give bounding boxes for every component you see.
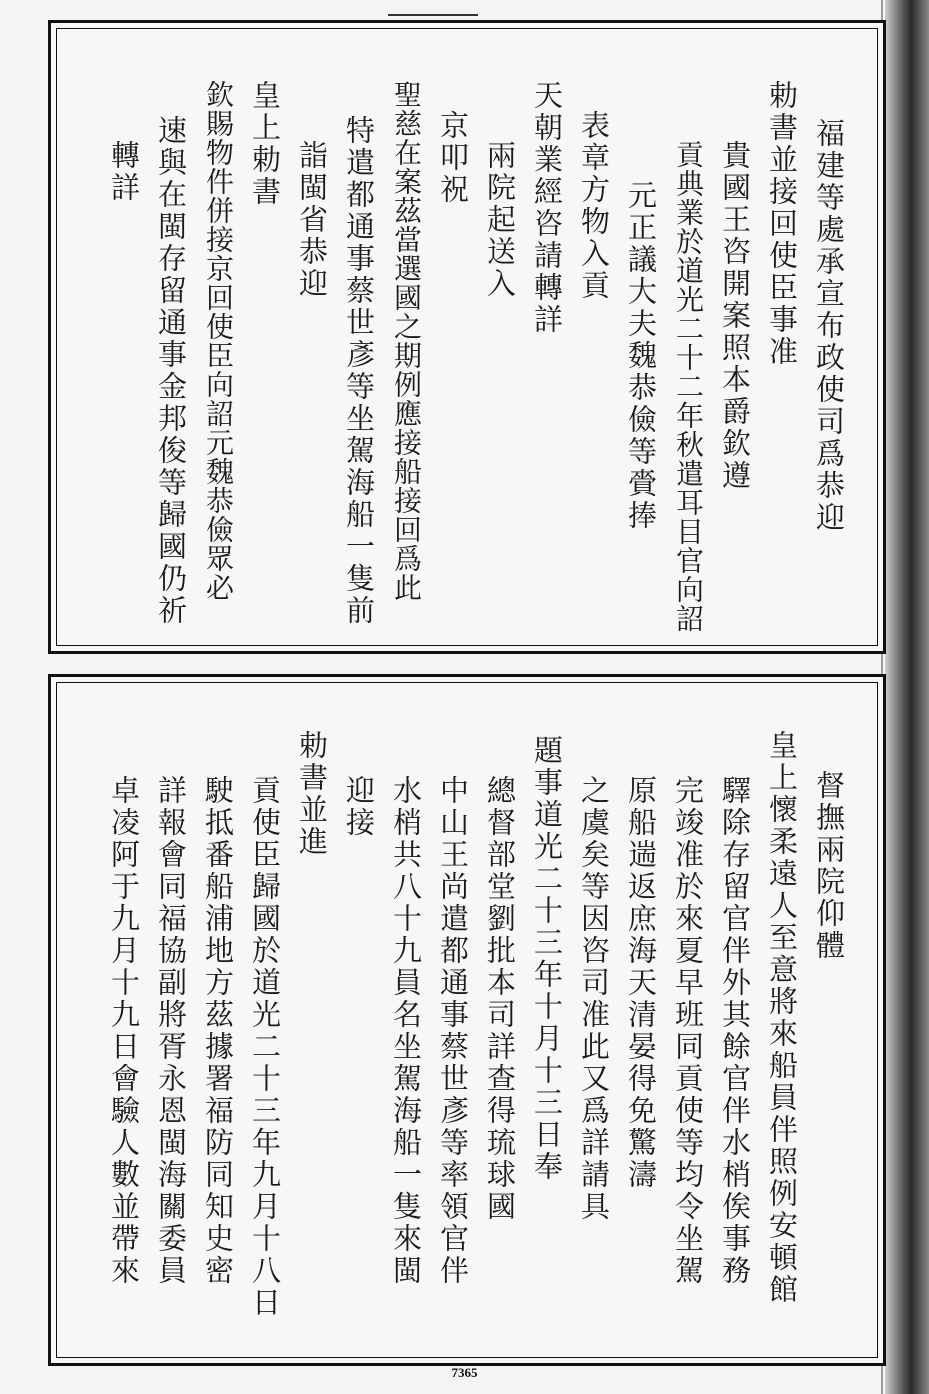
bottom-panel-column: 督撫兩院仰體 xyxy=(812,770,846,962)
top-panel-column: 轉詳 xyxy=(107,140,141,204)
bottom-panel-column: 原船遄返庶海天清晏得免驚濤 xyxy=(624,775,658,1191)
bottom-panel-column: 水梢共八十九員名坐駕海船一隻來閩 xyxy=(389,775,423,1287)
bottom-panel-column: 中山王尚遣都通事蔡世彥等率領官伴 xyxy=(436,775,470,1287)
bottom-panel-column: 迎接 xyxy=(342,775,376,839)
top-panel-column: 兩院起送入 xyxy=(483,140,517,300)
bottom-panel-column: 卓凌阿于九月十九日會驗人數並帶來 xyxy=(107,775,141,1287)
top-panel-column: 貢典業於道光二十二年秋遣耳目官向詔 xyxy=(672,140,705,633)
bottom-panel-column: 駛抵番船浦地方茲據署福防同知史密 xyxy=(201,775,235,1287)
top-panel-column: 詣閩省恭迎 xyxy=(295,140,329,300)
bottom-panel-column: 詳報會同福協副將胥永恩閩海關委員 xyxy=(154,775,188,1287)
top-panel-column: 京叩祝 xyxy=(436,110,470,206)
top-panel-column: 欽賜物件併接京回使臣向詔元魏恭儉眾必 xyxy=(202,80,235,602)
bottom-panel-column: 皇上懷柔遠人至意將來船員伴照例安頓館 xyxy=(765,730,799,1306)
header-rule xyxy=(388,14,478,16)
top-panel-column: 聖慈在案茲當選國之期例應接船接回爲此 xyxy=(390,80,423,602)
top-panel-column: 貴國王咨開案照本爵欽遵 xyxy=(718,140,752,492)
top-panel-column: 勅書並接回使臣事准 xyxy=(765,80,799,368)
top-panel-column: 表章方物入貢 xyxy=(577,110,611,302)
top-panel-column: 天朝業經咨請轉詳 xyxy=(530,80,564,336)
bottom-panel-column: 題事道光二十三年十月十三日奉 xyxy=(530,735,564,1183)
bottom-panel-column: 勅書並進 xyxy=(295,730,329,858)
bottom-panel-column: 總督部堂劉批本司詳查得琉球國 xyxy=(483,775,517,1223)
top-panel-column: 福建等處承宣布政使司爲恭迎 xyxy=(812,118,846,534)
top-panel-column: 特遣都通事蔡世彥等坐駕海船一隻前 xyxy=(342,115,376,627)
top-panel-column: 元正議大夫魏恭儉等賫捧 xyxy=(624,180,658,532)
book-binding xyxy=(885,0,929,1394)
page-number: 7365 xyxy=(451,1365,478,1380)
bottom-panel-column: 貢使臣歸國於道光二十三年九月十八日 xyxy=(248,775,282,1319)
top-panel-column: 速與在閩存留通事金邦俊等歸國仍祈 xyxy=(154,115,188,627)
bottom-panel-column: 完竣准於來夏早班同貢使等均令坐駕 xyxy=(671,775,705,1287)
top-panel-column: 皇上勅書 xyxy=(248,80,282,208)
bottom-panel-column: 之虞矣等因咨司准此又爲詳請具 xyxy=(577,775,611,1223)
bottom-panel-column: 驛除存留官伴外其餘官伴水梢俟事務 xyxy=(718,775,752,1287)
